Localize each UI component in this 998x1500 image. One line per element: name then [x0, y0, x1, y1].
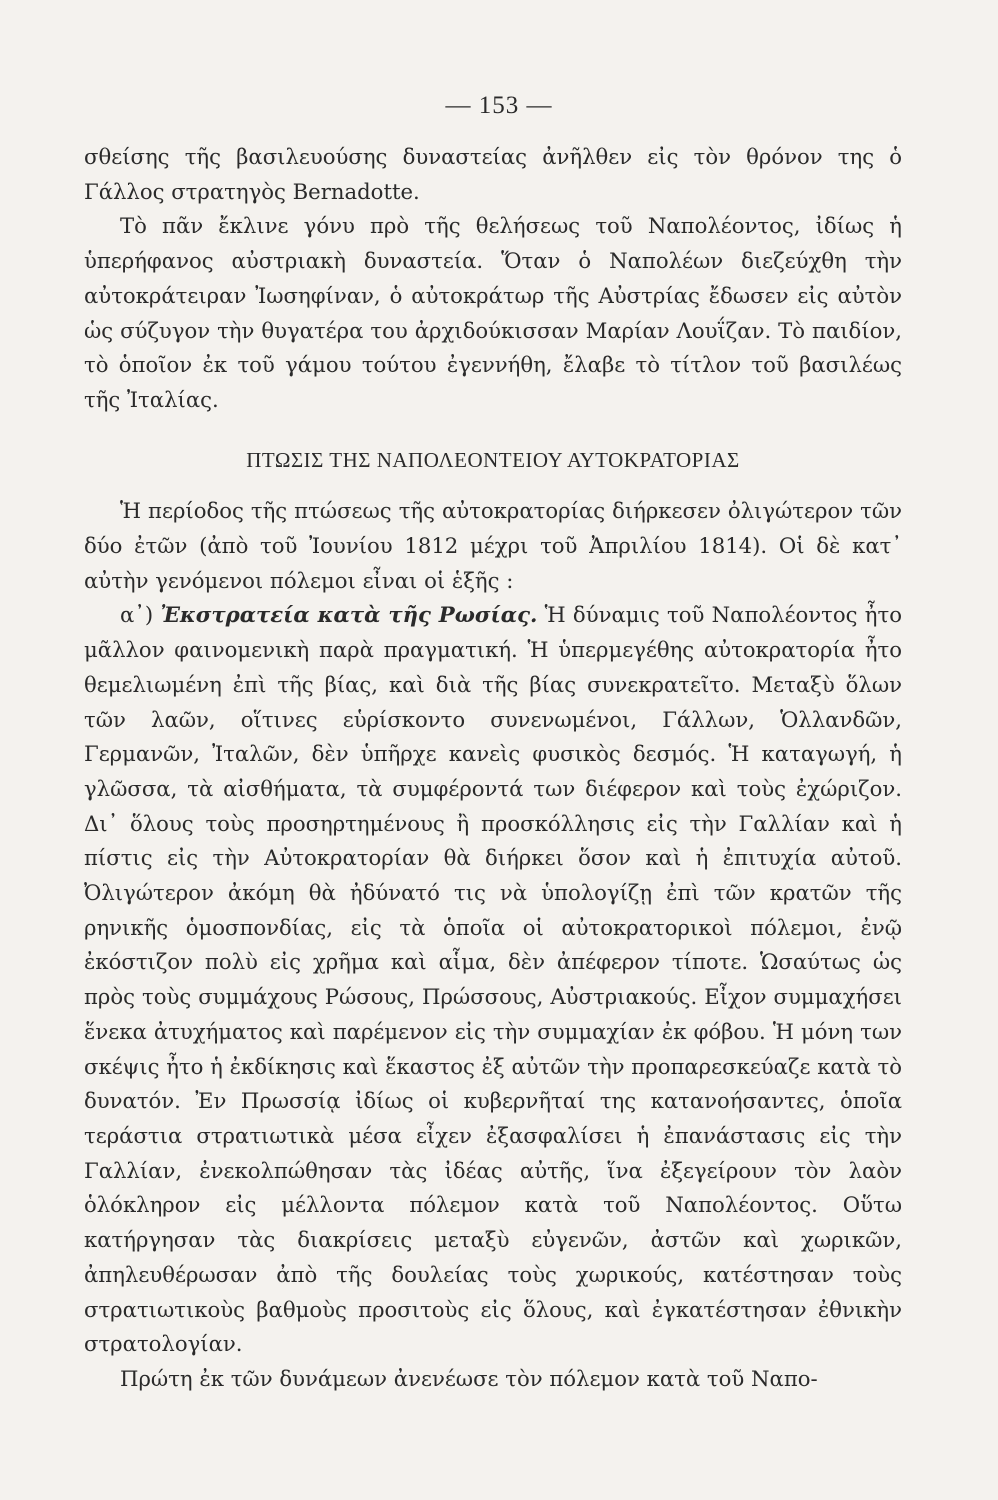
paragraph-continuation: σθείσης τῆς βασιλευούσης δυναστείας ἀνῆλθεν εἰς τὸν θρόνον της ὁ Γάλλος στρατηγὸς Bernadotte. — [84, 144, 902, 204]
paragraph-period: Ἡ περίοδος τῆς πτώσεως τῆς αὐτοκρατορίας διήρκεσεν ὀλιγώτερον τῶν δύο ἐτῶν (ἀπὸ τοῦ Ἰουνίου 1812 μέχρι τοῦ Ἀπριλίου 1814). Οἱ δὲ κατ᾽ αὐτὴν γενόμενοι πόλεμοι εἶναι οἱ ἑξῆς : — [84, 498, 902, 593]
page-number: — 153 — — [445, 92, 553, 119]
campaign-label: α᾽) — [120, 602, 154, 628]
paragraph-marriage: Τὸ πᾶν ἔκλινε γόνυ πρὸ τῆς θελήσεως τοῦ Ναπολέοντος, ἰδίως ἡ ὑπερήφανος αὐστριακὴ δυναστεία. Ὅταν ὁ Ναπολέων διεζεύχθη τὴν αὐτοκράτειραν Ἰωσηφίναν, ὁ αὐτοκράτωρ τῆς Αὐστρίας ἔδωσεν εἰς αὐτὸν ὡς σύζυγον τὴν θυγατέρα του ἀρχιδούκισσαν Μαρίαν Λουΐζαν. Τὸ παιδίον, τὸ ὁποῖον ἐκ τοῦ γάμου τούτου ἐγεννήθη, ἔλαβε τὸ τίτλον τοῦ βασιλέως τῆς Ἰταλίας. — [84, 213, 902, 412]
paragraph-last: Πρώτη ἐκ τῶν δυνάμεων ἀνενέωσε τὸν πόλεμον κατὰ τοῦ Ναπο- — [120, 1365, 818, 1391]
paragraph-russia-campaign — [84, 598, 902, 1361]
campaign-title: Ἐκστρατεία κατὰ τῆς Ρωσίας. — [160, 602, 538, 628]
section-heading: ΠΤΩΣΙΣ ΤΗΣ ΝΑΠΟΛΕΟΝΤΕΙΟΥ ΑΥΤΟΚΡΑΤΟΡΙΑΣ — [246, 447, 740, 472]
body-text — [84, 140, 902, 1397]
campaign-text: Ἡ δύναμις τοῦ Ναπολέοντος ἦτο μᾶλλον φαινομενικὴ παρὰ πραγματική. Ἡ ὑπερμεγέθης αὐτοκρατορία ἦτο θεμελιωμένη ἐπὶ τῆς βίας, καὶ διὰ τῆς βίας συνεκρατεῖτο. Μεταξὺ ὅλων τῶν λαῶν, οἵτινες εὑρίσκοντο συνενωμένοι, Γάλλων, Ὁλλανδῶν, Γερμανῶν, Ἰταλῶν, δὲν ὑπῆρχε κανεὶς φυσικὸς δεσμός. Ἡ καταγωγή, ἡ γλῶσσα, τὰ αἰσθήματα, τὰ συμφέροντά των διέφερον καὶ τοὺς ἐχώριζον. Δι᾽ ὅλους τοὺς προσηρτημένους ἢ προσκόλλησις εἰς τὴν Γαλλίαν καὶ ἡ πίστις εἰς τὴν Αὐτοκρατορίαν θὰ διήρκει ὅσον καὶ ἡ ἐπιτυχία αὐτοῦ. Ὀλιγώτερον ἀκόμη θὰ ἠδύνατό τις νὰ ὑπολογίζῃ ἐπὶ τῶν κρατῶν τῆς ρηνικῆς ὁμοσπονδίας, εἰς τὰ ὁποῖα οἱ αὐτοκρατορικοὶ πόλεμοι, ἐνῷ ἐκόστιζον πολὺ εἰς χρῆμα καὶ αἷμα, δὲν ἀπέφερον τίποτε. Ὡσαύτως ὡς πρὸς τοὺς συμμάχους Ρώσους, Πρώσσους, Αὐστριακούς. Εἶχον συμμαχήσει ἕνεκα ἀτυχήματος καὶ παρέμενον εἰς τὴν συμμαχίαν ἐκ φόβου. Ἡ μόνη των σκέψις ἦτο ἡ ἐκδίκησις καὶ ἕκαστος ἐξ αὐτῶν τὴν προπαρεσκεύαζε κατὰ τὸ δυνατόν. Ἐν Πρωσσίᾳ ἰδίως οἱ κυβερνῆταί της κατανοήσαντες, ὁποῖα τεράστια στρατιωτικὰ μέσα εἶχεν ἐξασφαλίσει ἡ ἐπανάστασις εἰς τὴν Γαλλίαν, ἐνεκολπώθησαν τὰς ἰδέας αὐτῆς, ἵνα ἐξεγείρουν τὸν λαὸν ὁλόκληρον εἰς μέλλοντα πόλεμον κατὰ τοῦ Ναπολέοντος. Οὕτω κατήργησαν τὰς διακρίσεις μεταξὺ εὐγενῶν, ἀστῶν καὶ χωρικῶν, ἀπηλευθέρωσαν ἀπὸ τῆς δουλείας τοὺς χωρικούς, κατέστησαν τοὺς στρατιωτικοὺς βαθμοὺς προσιτοὺς εἰς ὅλους, καὶ ἐγκατέστησαν ἐθνικὴν στρατολογίαν. — [84, 602, 902, 1357]
